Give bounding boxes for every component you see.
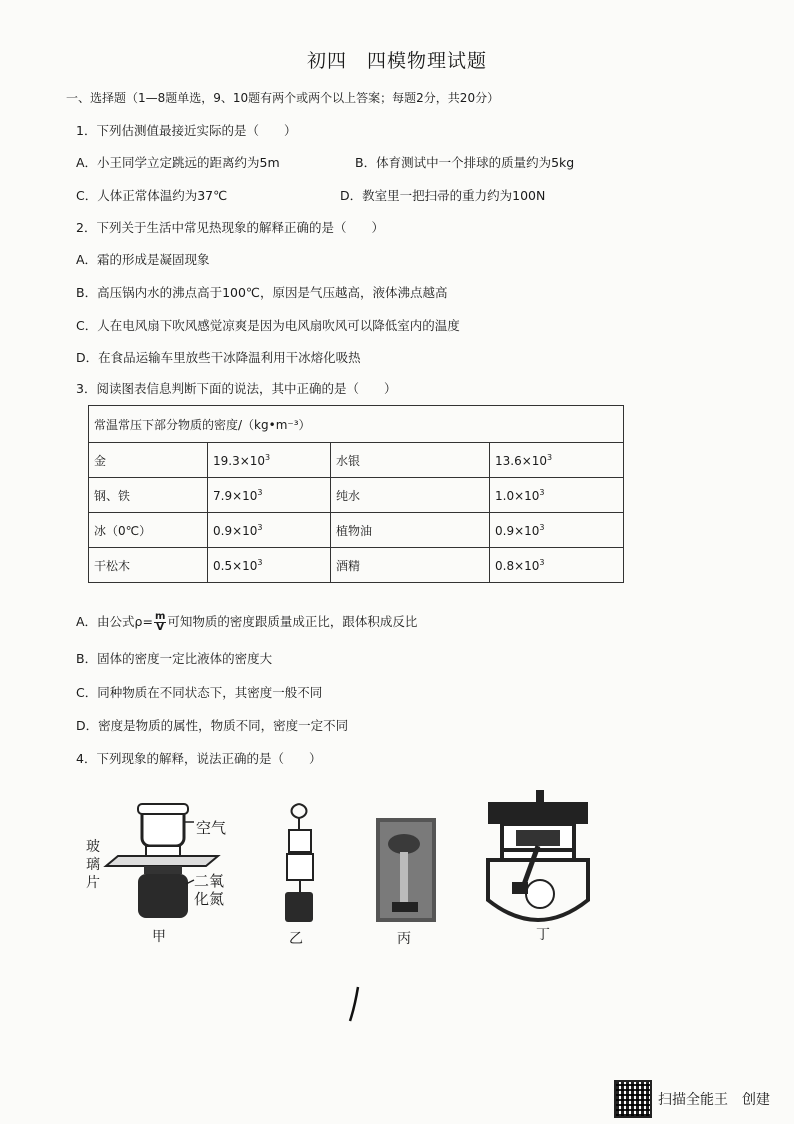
table-cell: 水银	[331, 443, 490, 478]
q3-stem: 3．阅读图表信息判断下面的说法，其中正确的是（ ）	[76, 381, 397, 396]
figure-bing-photo	[376, 818, 436, 922]
label-air: 空气	[196, 819, 227, 837]
figure-yi-lead-blocks	[275, 800, 330, 925]
table-row	[89, 478, 624, 513]
table-row	[89, 548, 624, 583]
figure-ding-engine	[482, 790, 594, 930]
q2-option-d: D．在食品运输车里放些干冰降温利用干冰熔化吸热	[76, 350, 361, 365]
table-cell: 纯水	[331, 478, 490, 513]
table-cell: 酒精	[331, 548, 490, 583]
table-cell: 钢、铁	[89, 478, 208, 513]
caption-bing: 丙	[397, 931, 411, 947]
q3-option-b: B．固体的密度一定比液体的密度大	[76, 651, 273, 666]
table-cell: $0.9\times 10^3$	[208, 513, 331, 548]
caption-jia: 甲	[152, 929, 166, 945]
table-header: 常温常压下部分物质的密度/（kg•m⁻³）	[89, 406, 624, 443]
table-cell: $19.3\times 10^3$	[208, 443, 331, 478]
q1-stem: 1．下列估测值最接近实际的是（ ）	[76, 123, 297, 138]
label-nitrogen-dioxide: 二氧化氮	[194, 872, 225, 908]
table-cell: $7.9\times 10^3$	[208, 478, 331, 513]
section-heading: 一、选择题（1—8题单选，9、10题有两个或两个以上答案；每题2分，共20分）	[66, 91, 500, 105]
table-cell: 干松木	[89, 548, 208, 583]
table-header-row	[89, 406, 624, 443]
table-cell: $0.5\times 10^3$	[208, 548, 331, 583]
qr-code-icon	[614, 1080, 652, 1118]
table-cell: 植物油	[331, 513, 490, 548]
table-cell: 冰（0℃）	[89, 513, 208, 548]
q1-option-d: D．教室里一把扫帚的重力约为100N	[340, 188, 546, 203]
density-formula-fraction: $\frac{m}{V}$	[154, 611, 166, 633]
q1-option-c: C．人体正常体温约为37℃	[76, 188, 228, 203]
q2-option-a: A．霜的形成是凝固现象	[76, 252, 210, 267]
q3-option-d: D．密度是物质的属性，物质不同，密度一定不同	[76, 718, 349, 733]
q2-option-b: B．高压锅内水的沸点高于100℃，原因是气压越高，液体沸点越高	[76, 285, 448, 300]
pen-mark	[346, 985, 362, 1025]
page-title: 初四 四模物理试题	[306, 50, 487, 72]
table-row	[89, 513, 624, 548]
table-cell: $0.9\times 10^3$	[490, 513, 624, 548]
table-cell: $0.8\times 10^3$	[490, 548, 624, 583]
caption-yi: 乙	[289, 931, 303, 947]
q1-option-b: B．体育测试中一个排球的质量约为5kg	[355, 155, 575, 170]
label-glass: 玻璃片	[86, 839, 100, 891]
scanner-watermark	[614, 1080, 770, 1118]
q4-stem: 4．下列现象的解释，说法正确的是（ ）	[76, 751, 322, 766]
q1-option-a: A．小王同学立定跳远的距离约为5m	[76, 155, 280, 170]
caption-ding: 丁	[536, 927, 550, 943]
table-cell: 金	[89, 443, 208, 478]
q3-option-a: A．由公式ρ= $\frac{m}{V}$ 可知物质的密度跟质量成正比，跟体积成反比	[76, 611, 418, 633]
table-cell: $13.6\times 10^3$	[490, 443, 624, 478]
q2-option-c: C．人在电风扇下吹风感觉凉爽是因为电风扇吹风可以降低室内的温度	[76, 318, 460, 333]
q3-option-c: C．同种物质在不同状态下，其密度一般不同	[76, 685, 323, 700]
table-row	[89, 443, 624, 478]
q2-stem: 2．下列关于生活中常见热现象的解释正确的是（ ）	[76, 220, 384, 235]
watermark-text: 扫描全能王 创建	[658, 1092, 770, 1108]
table-cell: $1.0\times 10^3$	[490, 478, 624, 513]
density-table	[88, 405, 624, 583]
